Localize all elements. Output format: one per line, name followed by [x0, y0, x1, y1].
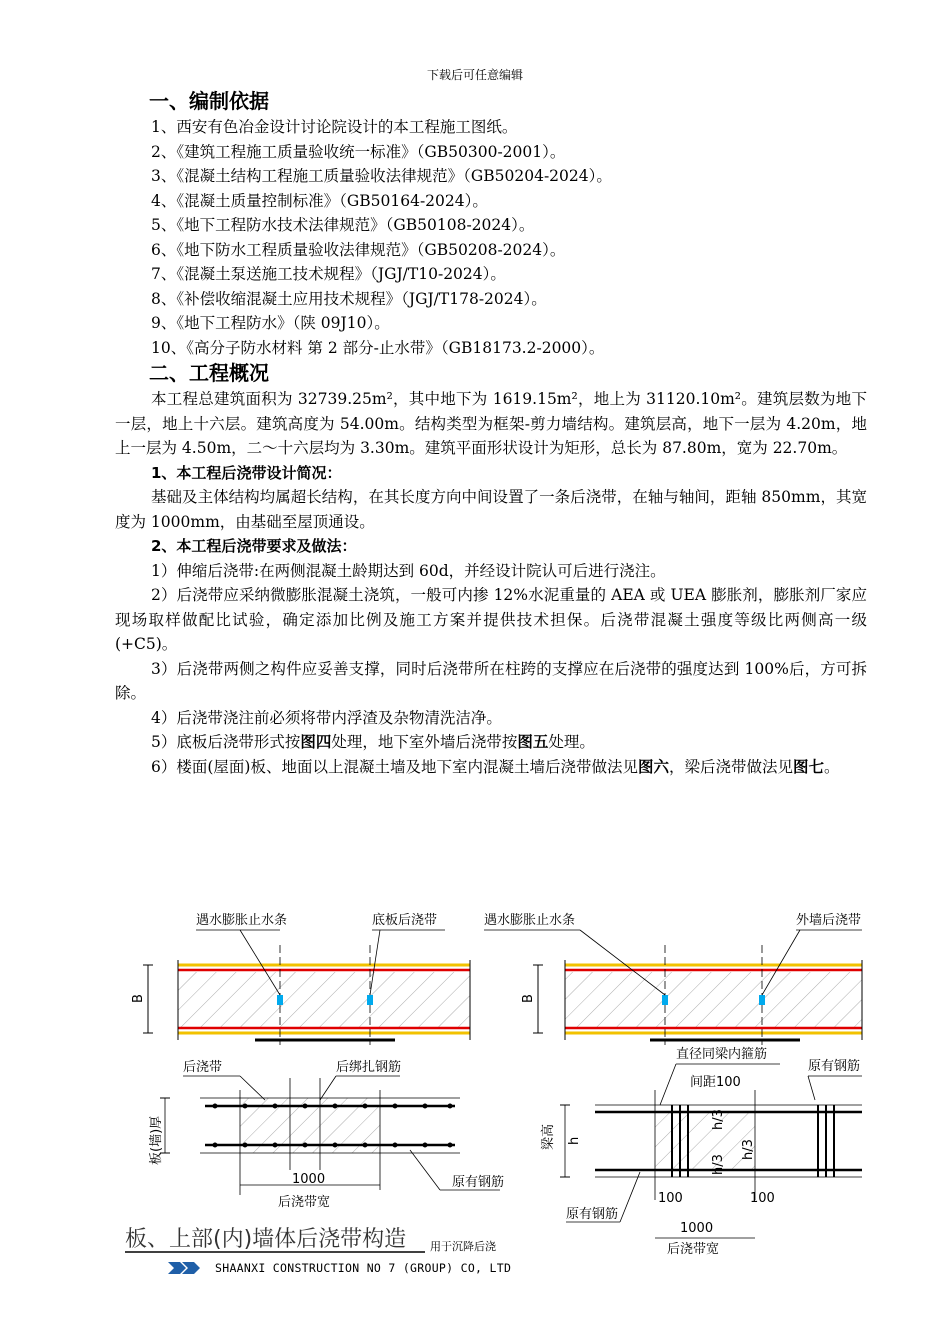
basis-item: 2、《建筑工程施工质量验收统一标准》（GB50300-2001）。: [151, 142, 566, 161]
waterstop-strip: [367, 995, 373, 1005]
dim-1000-right: 1000: [680, 1221, 714, 1236]
req6-text-a: 6）楼面(屋面)板、地面以上混凝土墙及地下室内混凝土墙后浇带做法见: [151, 757, 638, 776]
label-beam-height: 梁高: [541, 1123, 556, 1150]
req6-text-c: ，梁后浇带做法见: [668, 757, 793, 776]
slab-rebar-detail: [148, 1059, 504, 1210]
requirement-1: 1）伸缩后浇带:在两侧混凝土龄期达到 60d，并经设计院认可后进行浇注。: [151, 561, 666, 580]
requirement-2: 2）后浇带应采纳微膨胀混凝土浇筑，一般可内掺 12%水泥重量的 AEA 或 UEA 膨胀剂，膨胀剂厂家应现场取样做配比试验，确定添加比例及施工方案并提供技术担保。后浇带混凝土强度等级比两侧高一级(+C5)。: [115, 586, 867, 653]
waterstop-strip: [277, 995, 283, 1005]
label-existing-bottom: 原有钢筋: [566, 1207, 619, 1222]
basis-item: 9、《地下工程防水》（陕 09J10）。: [151, 314, 390, 332]
dim-1000-left: 1000: [292, 1172, 326, 1187]
basis-item: 8、《补偿收缩混凝土应用技术规程》（JGJ/T178-2024）。: [151, 289, 547, 308]
waterstop-strip: [759, 995, 765, 1005]
requirement-4: 4）后浇带浇注前必须将带内浮渣及杂物清洗洁净。: [151, 708, 502, 727]
figure-caption-note: 用于沉降后浇: [430, 1240, 496, 1253]
label-h3b: h/3: [711, 1154, 726, 1175]
label-waterstop-right: 遇水膨胀止水条: [484, 913, 576, 928]
figure-ref-5: 图五: [517, 733, 549, 751]
dim-100-a: 100: [658, 1191, 683, 1206]
subsection-title-design: 1、本工程后浇带设计简况：: [151, 463, 342, 482]
label-stirrup: 直径同梁内箍筋: [676, 1047, 768, 1062]
document-body: [115, 88, 867, 779]
label-band: 后浇带: [183, 1060, 223, 1075]
label-width-left: 后浇带宽: [278, 1195, 331, 1210]
label-width-right: 后浇带宽: [667, 1242, 720, 1257]
figure-ref-4: 图四: [300, 733, 332, 751]
basis-item: 7、《混凝土泵送施工技术规程》（JGJ/T10-2024）。: [151, 265, 506, 283]
label-h3a: h/3: [711, 1109, 726, 1130]
label-thickness: 板(墙)厚: [149, 1115, 164, 1165]
label-waterstop-left: 遇水膨胀止水条: [196, 913, 288, 928]
dim-100-b: 100: [750, 1191, 775, 1206]
label-base-band: 底板后浇带: [372, 913, 438, 928]
base-slab-section: [131, 912, 470, 1045]
company-name: SHAANXI CONSTRUCTION NO 7 (GROUP) CO, LTD: [215, 1261, 512, 1275]
basis-item: 1、西安有色冶金设计讨论院设计的本工程施工图纸。: [151, 118, 518, 136]
header-note: 下载后可任意编辑: [426, 68, 523, 82]
requirement-3: 3）后浇带两侧之构件应妥善支撑，同时后浇带所在柱跨的支撑应在后浇带的强度达到 100%后，方可拆除。: [115, 659, 867, 702]
exterior-wall-section: [484, 912, 862, 1045]
section-title-overview: 二、工程概况: [149, 361, 269, 385]
waterstop-strip: [662, 995, 668, 1005]
label-rebar-tie: 后绑扎钢筋: [336, 1060, 402, 1075]
figure-ref-7: 图七: [793, 757, 825, 776]
basis-item: 3、《混凝土结构工程施工质量验收法律规范》（GB50204-2024）。: [151, 167, 612, 185]
figure-ref-6: 图六: [637, 757, 669, 776]
basis-item: 10、《高分子防水材料 第 2 部分-止水带》（GB18173.2-2000）。: [151, 338, 605, 357]
label-existing-left: 原有钢筋: [452, 1175, 505, 1190]
label-spacing: 间距100: [690, 1075, 741, 1090]
requirement-5: [115, 730, 867, 755]
subsection-title-requirements: 2、本工程后浇带要求及做法：: [151, 537, 357, 555]
dim-B-left: B: [131, 994, 146, 1003]
company-logo: [168, 1262, 200, 1274]
dim-B-right: B: [521, 994, 536, 1003]
basis-item: 5、《地下工程防水技术法律规范》（GB50108-2024）。: [151, 216, 535, 234]
figure-caption: 板、上部(内)墙体后浇带构造: [125, 1227, 407, 1252]
basis-item: 4、《混凝土质量控制标准》（GB50164-2024）。: [151, 191, 488, 210]
label-existing-right: 原有钢筋: [808, 1059, 861, 1074]
req5-text-e: 处理。: [548, 733, 595, 751]
req5-text-a: 5）底板后浇带形式按: [151, 733, 301, 751]
label-h3c: h/3: [741, 1139, 756, 1160]
beam-rebar-detail: [540, 1046, 862, 1257]
requirement-6: [115, 755, 867, 780]
req6-text-e: 。: [824, 757, 840, 776]
section-title-basis: 一、编制依据: [149, 89, 269, 113]
construction-detail-drawing: [0, 890, 950, 1280]
overview-paragraph: 本工程总建筑面积为 32739.25m²，其中地下为 1619.15m²，地上为 31120.10m²。建筑层数为地下一层，地上十六层。建筑高度为 54.00m。结构类型为框架-剪力墙结构。建筑层高，地下一层为 4.20m，地上一层为 4.50m，二～十六层均为 3.30m。建筑平面形状设计为矩形，总长为 87.80m，宽为 22.70m。: [115, 390, 867, 457]
basis-item: 6、《地下防水工程质量验收法律规范》（GB50208-2024）。: [151, 240, 566, 259]
label-h: h: [567, 1136, 582, 1145]
design-paragraph: 基础及主体结构均属超长结构，在其长度方向中间设置了一条后浇带，在轴与轴间，距轴 850mm，其宽度为 1000mm，由基础至屋顶通设。: [115, 488, 867, 531]
label-wall-band: 外墙后浇带: [796, 913, 862, 928]
req5-text-c: 处理，地下室外墙后浇带按: [331, 733, 518, 751]
